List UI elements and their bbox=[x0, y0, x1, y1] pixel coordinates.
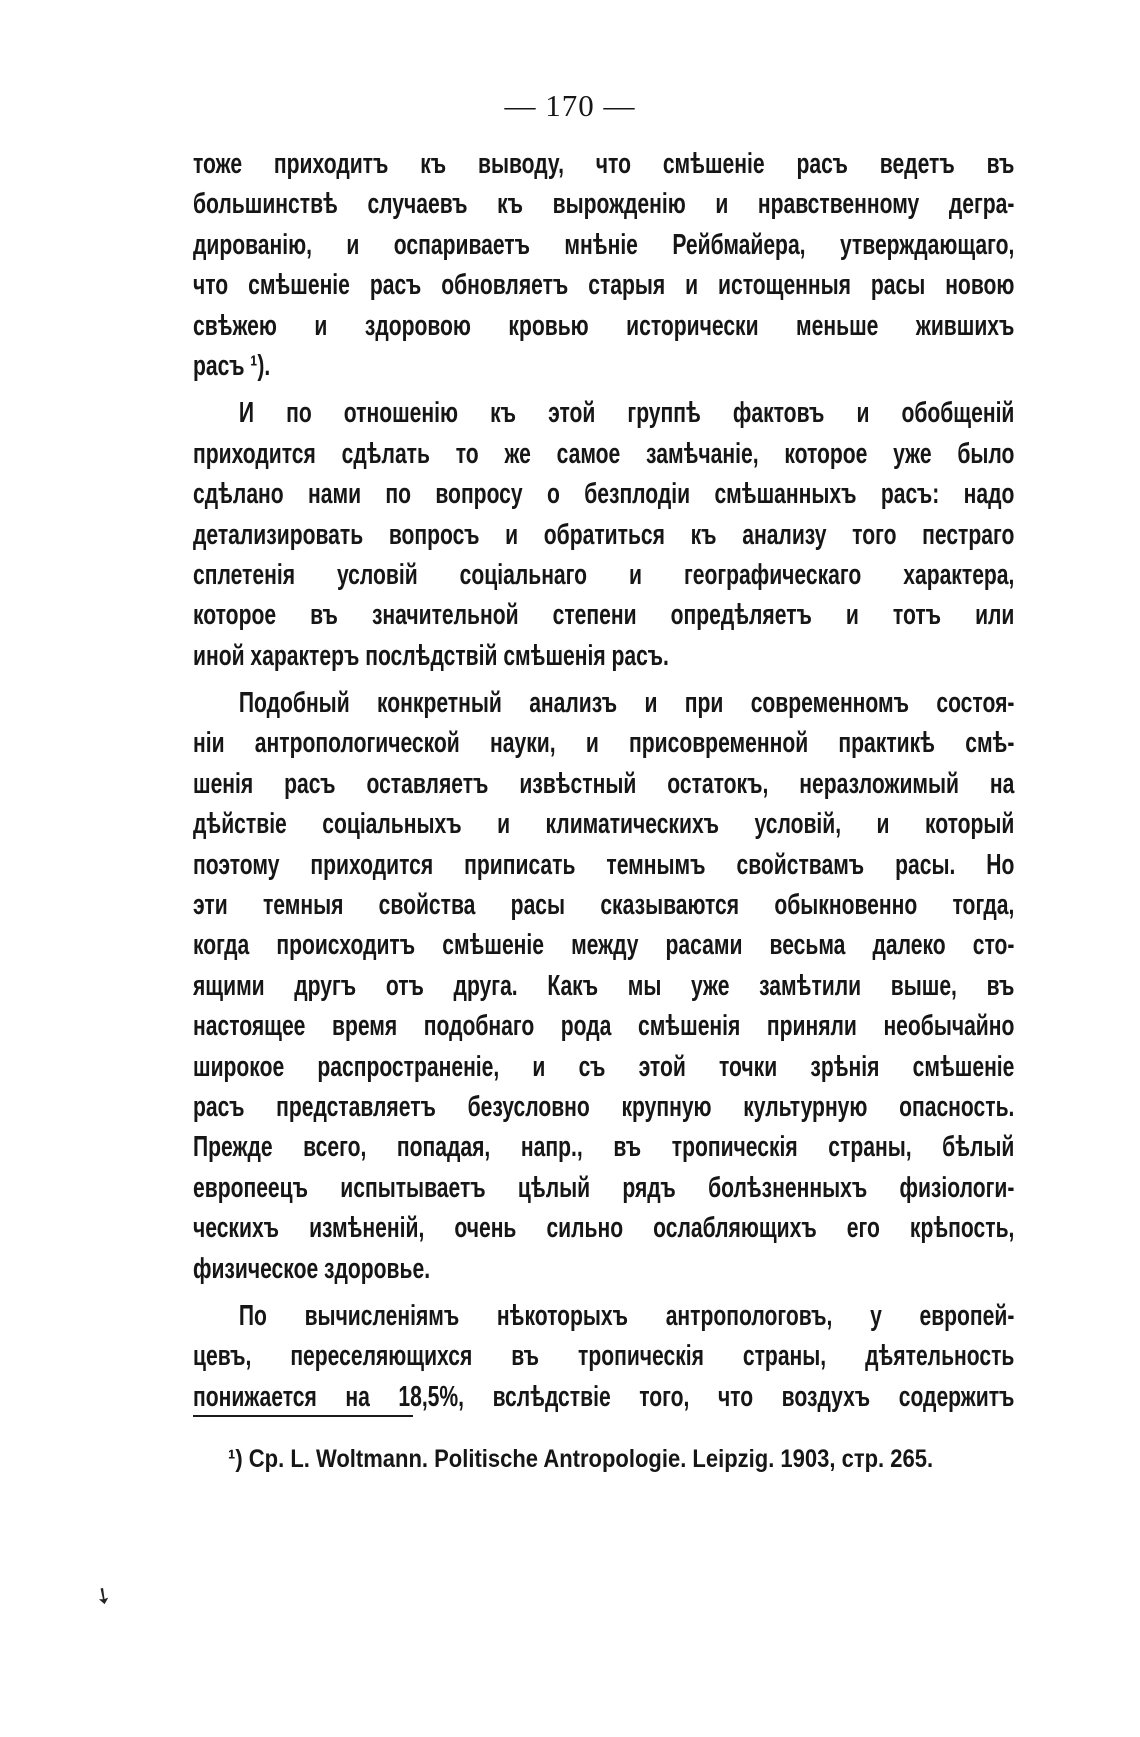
text-line: что смѣшеніе расъ обновляетъ старыя и истощенныя расы новою bbox=[193, 269, 1015, 302]
text-line: расъ представляетъ безусловно крупную культурную опасность. bbox=[193, 1090, 1015, 1123]
paragraph bbox=[193, 144, 1014, 386]
text-line: Подобный конкретный анализъ и при современномъ состоя- bbox=[238, 687, 1015, 720]
text-line: Прежде всего, попадая, напр., въ тропическія страны, бѣлый bbox=[193, 1131, 1015, 1164]
text-line: иной характеръ послѣдствій смѣшенія расъ. bbox=[193, 639, 669, 672]
paragraph bbox=[193, 1296, 1014, 1417]
text-line: широкое распространеніе, и съ этой точки зрѣнія смѣшеніе bbox=[193, 1050, 1015, 1083]
text-line: сплетенія условій соціальнаго и географическаго характера, bbox=[193, 558, 1015, 591]
text-line: приходится сдѣлать то же самое замѣчаніе, которое уже было bbox=[193, 437, 1015, 470]
body-text bbox=[193, 144, 1015, 1417]
text-line: цевъ, переселяющихся въ тропическія страны, дѣятельность bbox=[193, 1340, 1015, 1373]
text-line: физическое здоровье. bbox=[193, 1252, 431, 1285]
text-line: дированію, и оспариваетъ мнѣніе Рейбмайера, утверждающаго, bbox=[193, 228, 1015, 261]
text-line: понижается на 18,5%, вслѣдствіе того, что воздухъ содержитъ bbox=[193, 1380, 1015, 1413]
text-line: тоже приходитъ къ выводу, что смѣшеніе расъ ведетъ въ bbox=[193, 148, 1015, 180]
text-line: ніи антропологической науки, и присовременной практикѣ смѣ- bbox=[193, 727, 1015, 760]
footnote: ¹) Ср. L. Woltmann. Politische Antropologie. Leipzig. 1903, стр. 265. bbox=[228, 1445, 934, 1473]
corner-arrow-icon: ➘ bbox=[88, 1580, 119, 1612]
text-line: ческихъ измѣненій, очень сильно ослабляющихъ его крѣпость, bbox=[193, 1212, 1015, 1245]
text-line: эти темныя свойства расы сказываются обыкновенно тогда, bbox=[193, 889, 1015, 922]
text-line: шенія расъ оставляетъ извѣстный остатокъ, неразложимый на bbox=[193, 767, 1015, 800]
text-line: сдѣлано нами по вопросу о безплодіи смѣшанныхъ расъ: надо bbox=[193, 478, 1015, 511]
text-line: По вычисленіямъ нѣкоторыхъ антропологовъ, у европей- bbox=[238, 1299, 1015, 1332]
text-line: детализировать вопросъ и обратиться къ анализу того пестраго bbox=[193, 518, 1015, 551]
text-line: ящими другъ отъ друга. Какъ мы уже замѣтили выше, въ bbox=[193, 969, 1015, 1002]
text-line: большинствѣ случаевъ къ вырожденію и нравственному дегра- bbox=[193, 188, 1015, 221]
text-line: поэтому приходится приписать темнымъ свойствамъ расы. Но bbox=[193, 848, 1015, 881]
text-line: И по отношенію къ этой группѣ фактовъ и обобщеній bbox=[238, 397, 1015, 430]
text-line: свѣжею и здоровою кровью исторически меньше жившихъ bbox=[193, 309, 1015, 342]
paragraph bbox=[193, 393, 1014, 676]
text-line: расъ ¹). bbox=[193, 349, 271, 382]
text-line: дѣйствіе соціальныхъ и климатическихъ условій, и который bbox=[193, 808, 1015, 841]
text-line: европеецъ испытываетъ цѣлый рядъ болѣзненныхъ физіологи- bbox=[193, 1171, 1015, 1204]
text-line: которое въ значительной степени опредѣляетъ и тотъ или bbox=[193, 599, 1015, 632]
page-number: — 170 — bbox=[504, 88, 636, 123]
text-line: когда происходитъ смѣшеніе между расами весьма далеко сто- bbox=[193, 929, 1015, 962]
text-line: настоящее время подобнаго рода смѣшенія приняли необычайно bbox=[193, 1010, 1015, 1043]
footnote-divider bbox=[193, 1415, 413, 1417]
paragraph bbox=[193, 683, 1014, 1289]
